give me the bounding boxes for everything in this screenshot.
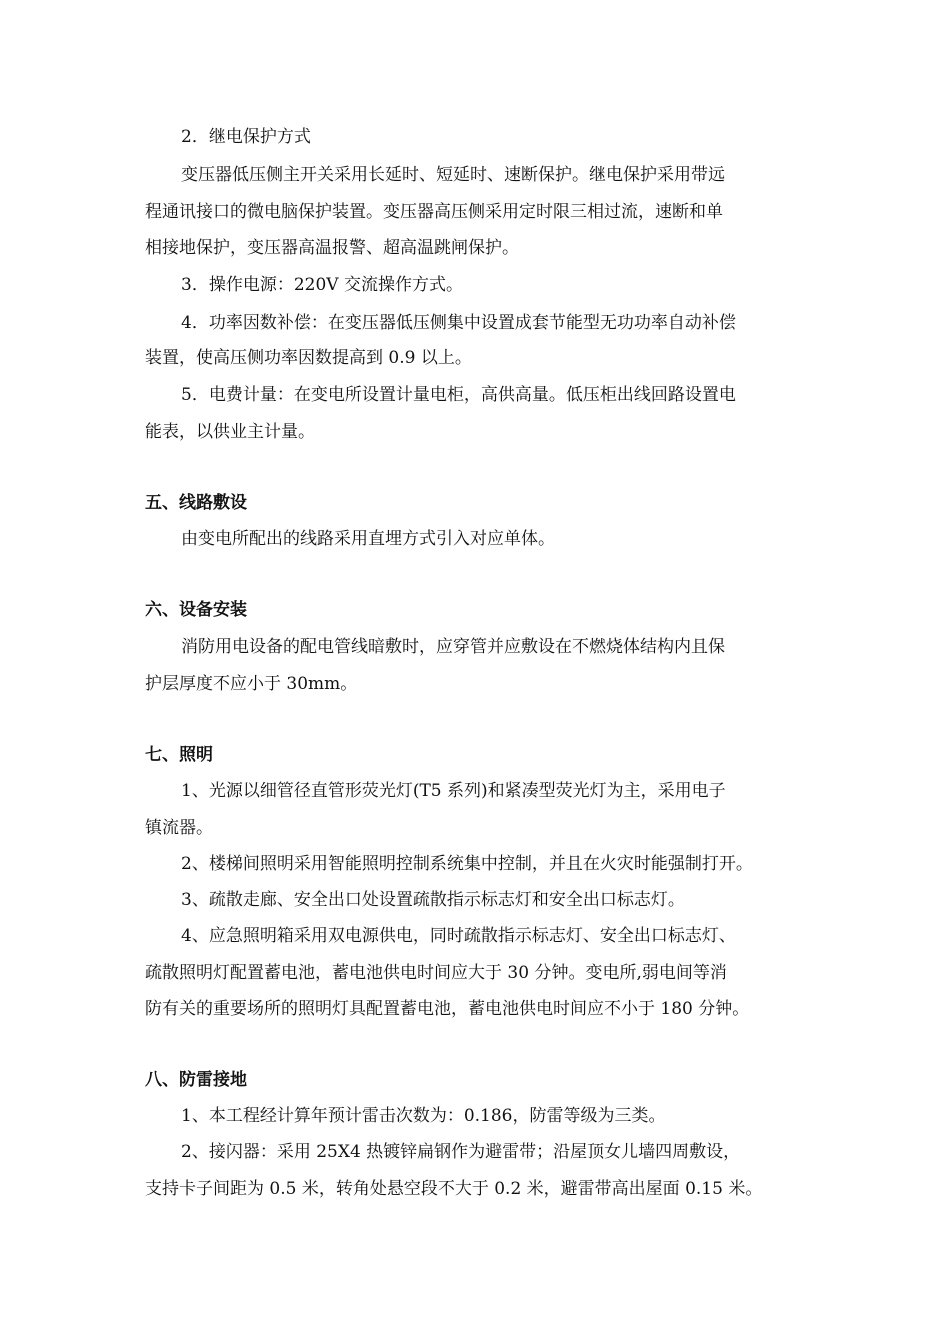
paragraph-line: 由变电所配出的线路采用直埋方式引入对应单体。 xyxy=(181,529,555,549)
paragraph-line: 相接地保护，变压器高温报警、超高温跳闸保护。 xyxy=(145,238,519,258)
paragraph-line: 2、接闪器：采用 25X4 热镀锌扁钢作为避雷带；沿屋顶女儿墙四周敷设， xyxy=(181,1142,741,1162)
item-metering: 5．电费计量：在变电所设置计量电柜，高供高量。低压柜出线回路设置电 xyxy=(181,385,736,405)
paragraph-line: 程通讯接口的微电脑保护装置。变压器高压侧采用定时限三相过流，速断和单 xyxy=(145,202,723,222)
paragraph-line: 4、应急照明箱采用双电源供电，同时疏散指示标志灯、安全出口标志灯、 xyxy=(181,926,736,946)
paragraph-line: 装置，使高压侧功率因数提高到 0.9 以上。 xyxy=(145,348,472,368)
section-heading-lighting: 七、照明 xyxy=(145,745,213,765)
item-operating-power: 3．操作电源：220V 交流操作方式。 xyxy=(181,275,463,295)
paragraph-line: 防有关的重要场所的照明灯具配置蓄电池，蓄电池供电时间应不小于 180 分钟。 xyxy=(145,999,750,1019)
paragraph-line: 镇流器。 xyxy=(145,818,213,838)
section-heading-equipment: 六、设备安装 xyxy=(145,600,247,620)
paragraph-line: 护层厚度不应小于 30mm。 xyxy=(145,674,358,694)
paragraph-line: 3、疏散走廊、安全出口处设置疏散指示标志灯和安全出口标志灯。 xyxy=(181,890,685,910)
section-heading-lightning-protection: 八、防雷接地 xyxy=(145,1070,247,1090)
paragraph-line: 能表，以供业主计量。 xyxy=(145,422,315,442)
paragraph-line: 1、本工程经计算年预计雷击次数为：0.186，防雷等级为三类。 xyxy=(181,1106,666,1126)
paragraph-line: 变压器低压侧主开关采用长延时、短延时、速断保护。继电保护采用带远 xyxy=(181,165,725,185)
paragraph-line: 消防用电设备的配电管线暗敷时，应穿管并应敷设在不燃烧体结构内且保 xyxy=(181,637,725,657)
section-heading-wiring: 五、线路敷设 xyxy=(145,493,247,513)
paragraph-line: 支持卡子间距为 0.5 米，转角处悬空段不大于 0.2 米，避雷带高出屋面 0.15 米。 xyxy=(145,1179,763,1199)
paragraph-line: 疏散照明灯配置蓄电池，蓄电池供电时间应大于 30 分钟。变电所,弱电间等消 xyxy=(145,963,727,983)
paragraph-line: 1、光源以细管径直管形荧光灯(T5 系列)和紧凑型荧光灯为主，采用电子 xyxy=(181,781,726,801)
paragraph-line: 2、楼梯间照明采用智能照明控制系统集中控制，并且在火灾时能强制打开。 xyxy=(181,854,753,874)
item-relay-protection-title: 2．继电保护方式 xyxy=(181,127,311,147)
item-power-factor: 4．功率因数补偿：在变压器低压侧集中设置成套节能型无功功率自动补偿 xyxy=(181,313,736,333)
